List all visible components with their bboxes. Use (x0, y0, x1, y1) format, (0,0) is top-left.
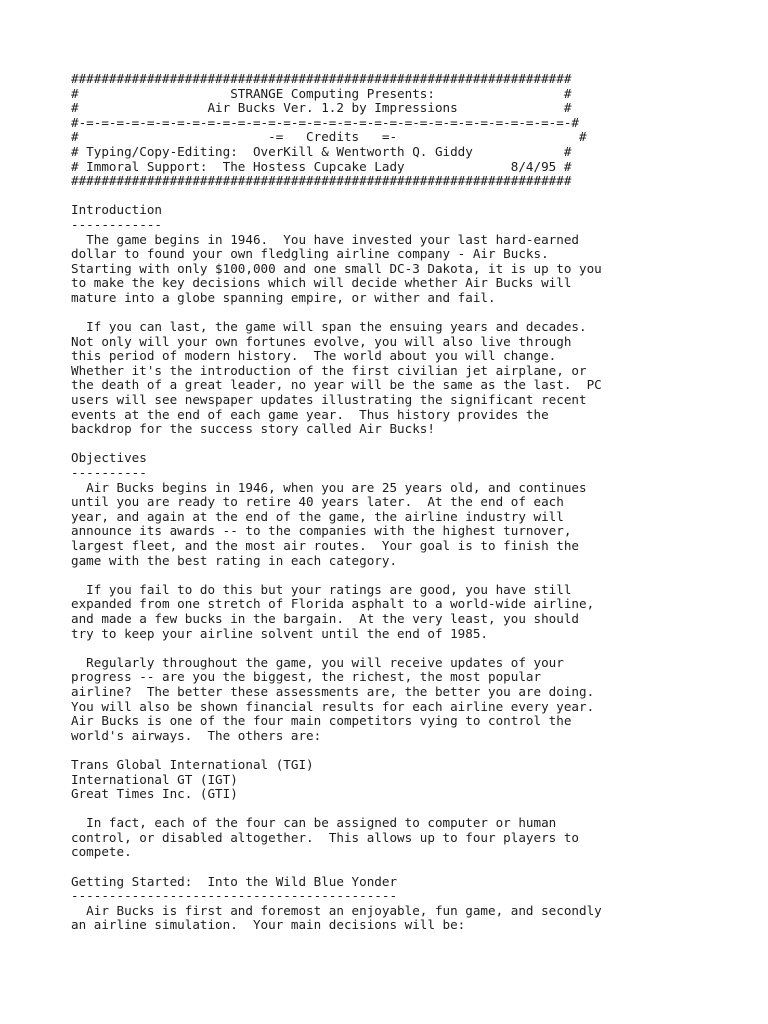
paragraph-line: an airline simulation. Your main decisions will be: (71, 917, 466, 933)
blank-line (71, 189, 761, 204)
paragraph-line: Air Bucks is first and foremost an enjoyable, fun game, and secondly (71, 902, 602, 918)
paragraph-line: events at the end of each game year. Thus history provides the (71, 406, 549, 422)
competitor-list-item: Trans Global International (TGI) (71, 756, 314, 772)
paragraph-line: Air Bucks is one of the four main competitors vying to control the (71, 713, 572, 729)
paragraph-line: largest fleet, and the most air routes. Your goal is to finish the (71, 538, 579, 553)
paragraph-line: the death of a great leader, no year will be the same as the last. PC (71, 377, 602, 393)
section-title-introduction: Introduction (71, 202, 162, 218)
header-presents-line: # STRANGE Computing Presents: # (71, 85, 572, 101)
paragraph-line: In fact, each of the four can be assigned to computer or human (71, 815, 557, 831)
paragraph-line: year, and again at the end of the game, the airline industry will (71, 508, 564, 524)
paragraph-line: try to keep your airline solvent until the end of 1985. (71, 625, 489, 641)
competitor-list-item: Great Times Inc. (GTI) (71, 786, 238, 802)
section-title-objectives: Objectives (71, 450, 147, 466)
paragraph-line: this period of modern history. The world about you will change. (71, 348, 557, 364)
paragraph-line: If you fail to do this but your ratings are good, you have still (71, 581, 572, 597)
paragraph-line: Air Bucks begins in 1946, when you are 25 years old, and continues (71, 479, 587, 495)
header-credits-line: # -= Credits =- # (71, 129, 587, 145)
paragraph-line: Regularly throughout the game, you will receive updates of your (71, 654, 564, 670)
section-underline: ---------- (71, 465, 147, 481)
paragraph-line: airline? The better these assessments are, the better you are doing. (71, 683, 595, 699)
paragraph-line: The game begins in 1946. You have invested your last hard-earned (71, 231, 579, 247)
header-divider: #-=-=-=-=-=-=-=-=-=-=-=-=-=-=-=-=-=-=-=-=-=-=-=-=-=-=-=-=-=-=-=-=-# (71, 114, 579, 130)
header-support-line: # Immoral Support: The Hostess Cupcake Lady 8/4/95 # (71, 158, 572, 174)
paragraph-line: Whether it's the introduction of the first civilian jet airplane, or (71, 362, 587, 378)
paragraph-line: expanded from one stretch of Florida asphalt to a world-wide airline, (71, 596, 595, 612)
paragraph-line: dollar to found your own fledgling airline company - Air Bucks. (71, 246, 549, 262)
paragraph-line: Starting with only $100,000 and one small DC-3 Dakota, it is up to you (71, 260, 602, 276)
header-border-top: ################################################################## (71, 71, 572, 86)
document-text (71, 72, 761, 933)
paragraph-line: until you are ready to retire 40 years later. At the end of each (71, 494, 564, 510)
paragraph-line: to make the key decisions which will decide whether Air Bucks will (71, 275, 572, 291)
paragraph-line: backdrop for the success story called Air Bucks! (71, 421, 435, 437)
paragraph-line: Not only will your own fortunes evolve, you will also live through (71, 333, 572, 349)
paragraph-line: control, or disabled altogether. This allows up to four players to (71, 829, 579, 845)
blank-line (71, 437, 761, 452)
section-underline: ------------ (71, 216, 162, 232)
paragraph-line: You will also be shown financial results for each airline every year. (71, 698, 595, 714)
paragraph-line: If you can last, the game will span the ensuing years and decades. (71, 319, 587, 335)
blank-line (71, 306, 761, 321)
blank-line (71, 802, 761, 817)
paragraph-line: announce its awards -- to the companies with the highest turnover, (71, 523, 572, 539)
blank-line (71, 641, 761, 656)
section-title-getting-started: Getting Started: Into the Wild Blue Yonder (71, 873, 398, 889)
header-typing-line: # Typing/Copy-Editing: OverKill & Wentworth Q. Giddy # (71, 143, 572, 159)
blank-line (71, 743, 761, 758)
blank-line (71, 568, 761, 583)
paragraph-line: compete. (71, 844, 132, 860)
header-title-line: # Air Bucks Ver. 1.2 by Impressions # (71, 100, 572, 116)
header-border-bottom: ################################################################## (71, 173, 572, 189)
paragraph-line: world's airways. The others are: (71, 727, 322, 743)
competitor-list-item: International GT (IGT) (71, 771, 238, 787)
paragraph-line: users will see newspaper updates illustrating the significant recent (71, 392, 587, 408)
paragraph-line: game with the best rating in each category. (71, 552, 398, 568)
paragraph-line: and made a few bucks in the bargain. At the very least, you should (71, 610, 579, 626)
paragraph-line: mature into a globe spanning empire, or wither and fail. (71, 289, 496, 305)
blank-line (71, 860, 761, 875)
section-underline: ------------------------------------------- (71, 888, 398, 904)
paragraph-line: progress -- are you the biggest, the richest, the most popular (71, 669, 542, 685)
